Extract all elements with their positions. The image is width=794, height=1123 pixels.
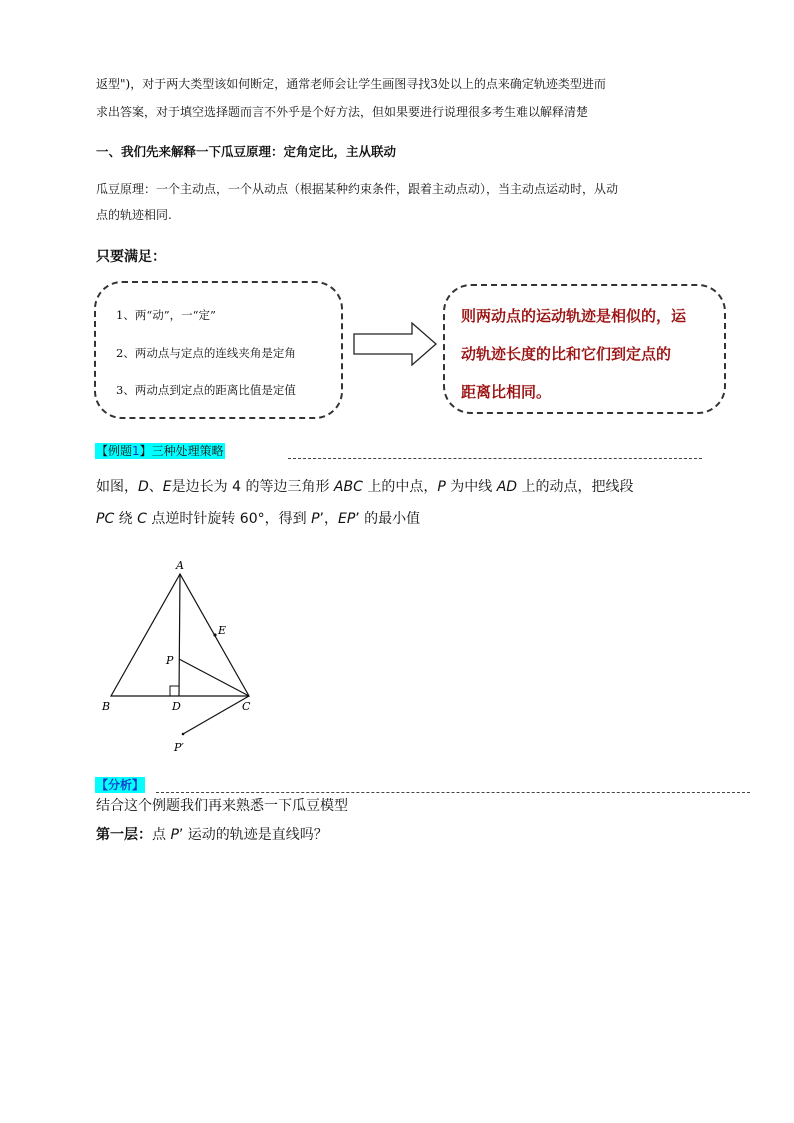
example-divider (288, 458, 702, 459)
analysis-tag: 【分析】 (96, 778, 145, 792)
principle-line-1: 瓜豆原理：一个主动点，一个从动点（根据某种约束条件，跟着主动点动），当主动点运动时，从动 (96, 182, 619, 196)
intro-line-2: 求出答案，对于填空选择题而言不外乎是个好方法，但如果要进行说理很多考生难以解释清楚 (96, 105, 589, 119)
example-number: 1 (132, 444, 140, 458)
triangle-figure (96, 556, 266, 756)
label-a: A (176, 559, 184, 572)
intro-line-1: 返型")，对于两大类型该如何断定，通常老师会让学生画图寻找3处以上的点来确定轨迹类型进而 (96, 77, 606, 91)
label-b: B (102, 700, 111, 713)
condition-2: 2、两动点与定点的连线夹角是定角 (116, 346, 296, 360)
example-tag-close: 】三种处理策略 (139, 444, 224, 458)
label-p-prime: P′ (174, 741, 184, 754)
section-heading: 一、我们先来解释一下瓜豆原理：定角定比，主从联动 (96, 144, 397, 159)
conclusion-line-3: 距离比相同。 (461, 383, 552, 401)
conclusion-text (461, 297, 686, 411)
point-p-prime (182, 733, 185, 736)
requirement-heading: 只要满足： (96, 249, 166, 265)
question-line-1: 如图，D、E是边长为 4 的等边三角形 ABC 上的中点，P 为中线 AD 上的动点，把线段 (96, 479, 634, 495)
label-d: D (172, 700, 181, 713)
conditions-box (94, 281, 343, 419)
segment-cp-prime (183, 696, 249, 734)
conclusion-line-1: 则两动点的运动轨迹是相似的，运 (461, 307, 687, 325)
right-arrow-icon (352, 320, 440, 368)
conclusion-box (443, 284, 726, 414)
right-angle-mark (170, 686, 179, 696)
question-line-2: PC 绕 C 点逆时针旋转 60°，得到 P’，EP’ 的最小值 (96, 511, 421, 527)
analysis-line-1: 结合这个例题我们再来熟悉一下瓜豆模型 (96, 798, 348, 814)
point-e (213, 633, 216, 636)
label-e: E (218, 624, 227, 637)
conclusion-line-2: 动轨迹长度的比和它们到定点的 (461, 345, 672, 363)
example-tag (95, 443, 225, 459)
label-p: P (166, 654, 174, 667)
condition-3: 3、两动点到定点的距离比值是定值 (116, 383, 296, 397)
condition-1: 1、两“动”，一“定” (116, 308, 216, 322)
example-tag-open: 【例题 (96, 444, 133, 458)
median-ad (179, 574, 180, 696)
label-c: C (242, 700, 251, 713)
principle-line-2: 点的轨迹相同. (96, 208, 172, 222)
analysis-line-2: 第一层：点 P’ 运动的轨迹是直线吗？ (96, 827, 328, 843)
